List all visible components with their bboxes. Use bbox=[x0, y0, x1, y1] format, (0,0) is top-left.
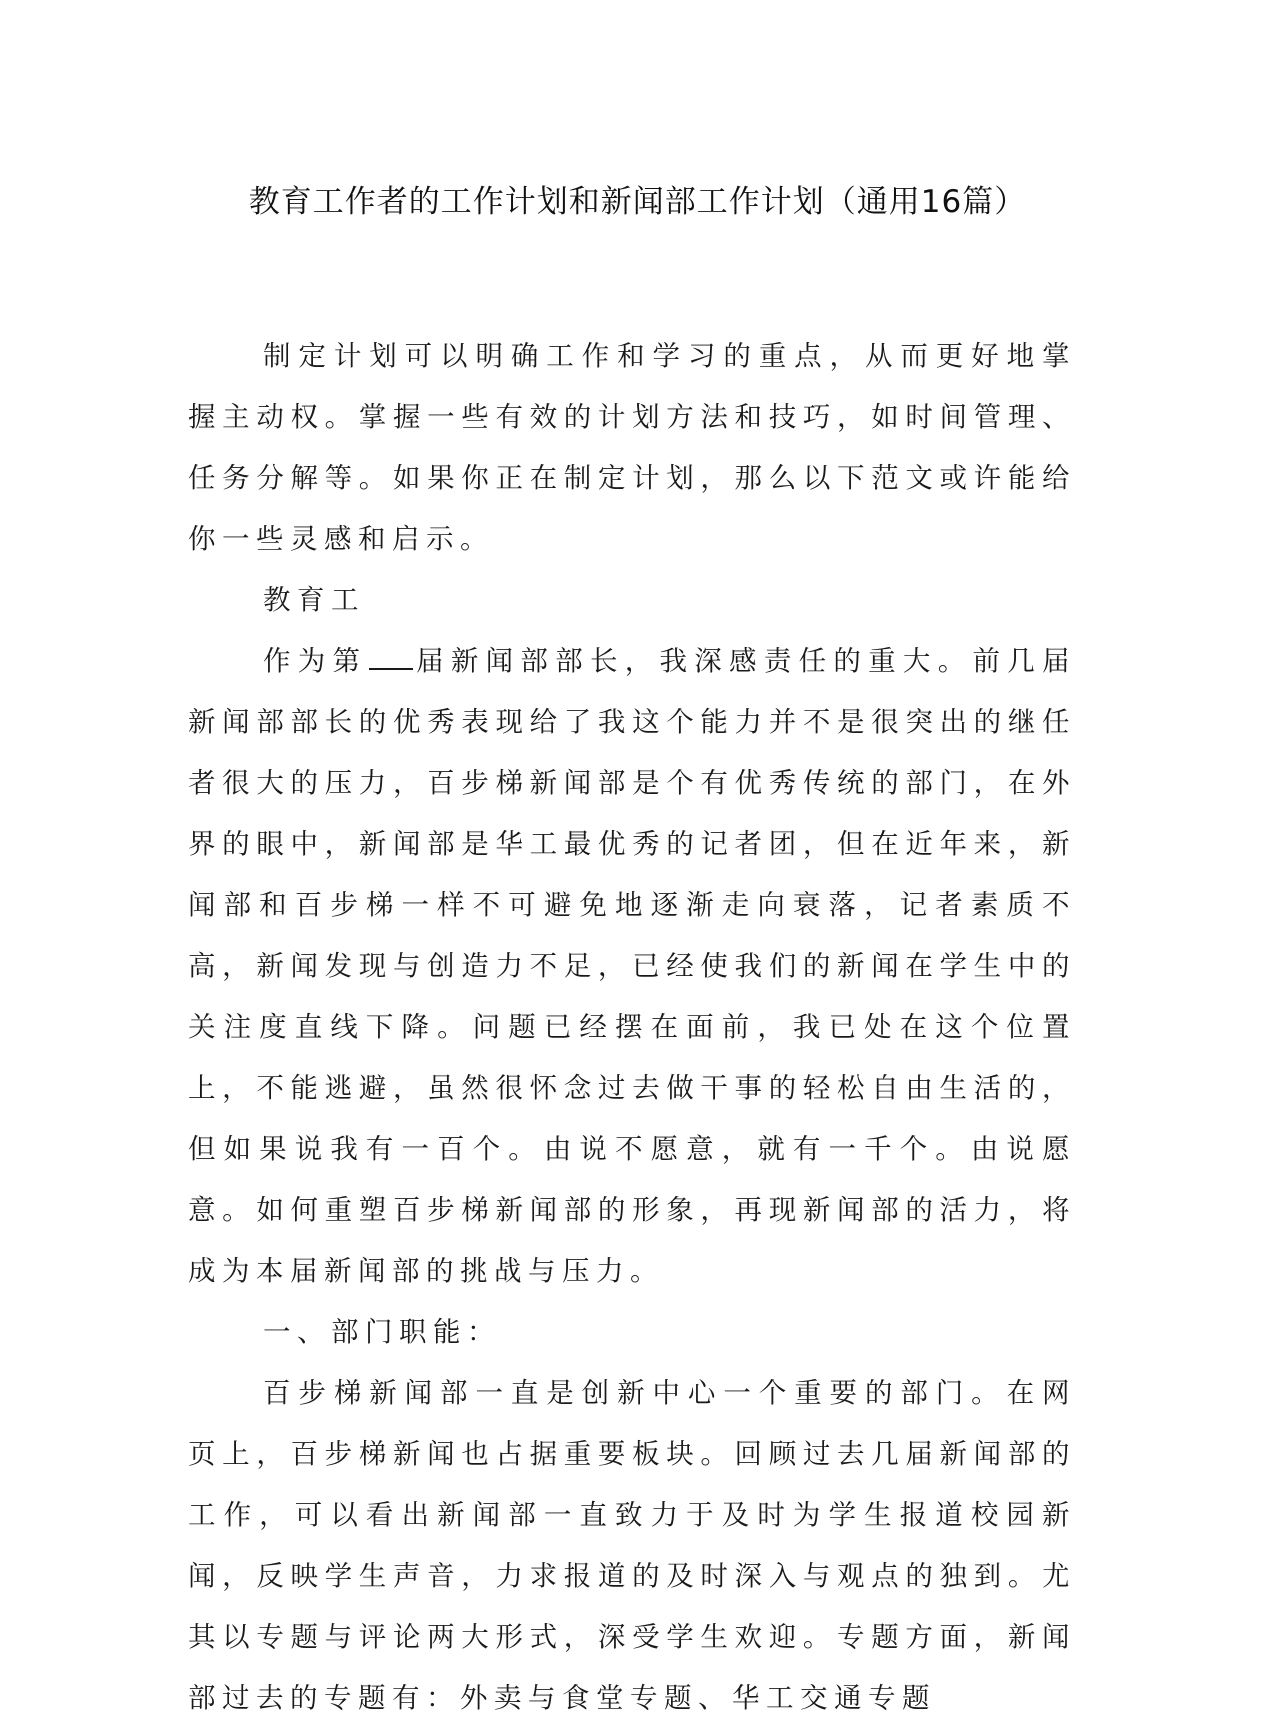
term-paragraph-rest: 届新闻部部长，我深感责任的重大。前几届新闻部部长的优秀表现给了我这个能力并不是很突出的继任者很大的压力，百步梯新闻部是个有优秀传统的部门，在外界的眼中，新闻部是华工最优秀的记者团，但在近年来，新闻部和百步梯一样不可避免地逐渐走向衰落，记者素质不高，新闻发现与创造力不足，已经使我们的新闻在学生中的关注度直线下降。问题已经摆在面前，我已处在这个位置上，不能逃避，虽然很怀念过去做干事的轻松自由生活的，但如果说我有一百个。由说不愿意，就有一千个。由说愿意。如何重塑百步梯新闻部的形象，再现新闻部的活力，将成为本届新闻部的挑战与压力。 bbox=[188, 645, 1077, 1287]
intro-paragraph: 制定计划可以明确工作和学习的重点，从而更好地掌握主动权。掌握一些有效的计划方法和技巧，如时间管理、任务分解等。如果你正在制定计划，那么以下范文或许能给你一些灵感和启示。 bbox=[188, 340, 1076, 555]
term-paragraph-start: 作为第 bbox=[263, 645, 368, 677]
department-functions-paragraph: 百步梯新闻部一直是创新中心一个重要的部门。在网页上，百步梯新闻也占据重要板块。回顾过去几届新闻部的工作，可以看出新闻部一直致力于及时为学生报道校园新闻，反映学生声音，力求报道的及时深入与观点的独到。尤其以专题与评论两大形式，深受学生欢迎。专题方面，新闻部过去的专题有：外卖与食堂专题、华工交通专题 bbox=[188, 1377, 1076, 1714]
section-label: 教育工 bbox=[263, 584, 365, 616]
fill-in-blank bbox=[369, 644, 413, 670]
document-title: 教育工作者的工作计划和新闻部工作计划（通用16篇） bbox=[248, 184, 1027, 220]
section-heading-department-functions: 一、部门职能： bbox=[263, 1316, 501, 1348]
term-paragraph bbox=[188, 631, 1076, 1302]
document-body bbox=[188, 326, 1076, 1729]
